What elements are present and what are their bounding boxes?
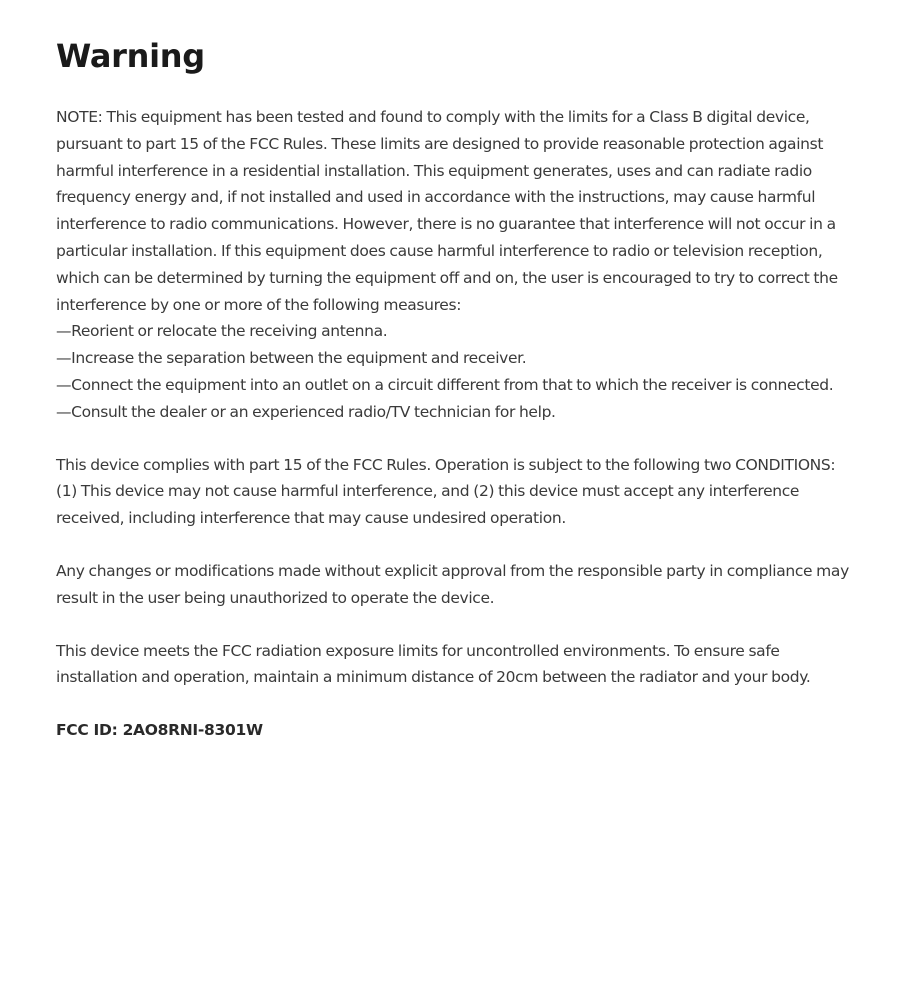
compliance-paragraph: This device complies with part 15 of the FCC Rules. Operation is subject to the following two CONDITIONS: (1) This device may not cause harmful interference, and (2) this device must accept any interference received, including interference that may cause undesired operation. bbox=[56, 455, 836, 528]
modifications-paragraph: Any changes or modifications made without explicit approval from the responsible party in compliance may result in the user being unauthorized to operate the device. bbox=[56, 561, 849, 607]
measure-item: —Consult the dealer or an experienced radio/TV technician for help. bbox=[56, 402, 556, 421]
fcc-note-intro: NOTE: This equipment has been tested and found to comply with the limits for a Class B digital device, pursuant to part 15 of the FCC Rules. These limits are designed to provide reasonable protection against harmful interference in a residential installation. This equipment generates, uses and can radiate radio frequency energy and, if not installed and used in accordance with the instructions, may cause harmful interference to radio communications. However, there is no guarantee that interference will not occur in a particular installation. If this equipment does cause harmful interference to radio or television reception, which can be determined by turning the equipment off and on, the user is encouraged to try to correct the interference by one or more of the following measures: bbox=[56, 108, 838, 314]
page-title: Warning bbox=[56, 37, 205, 75]
measure-item: —Reorient or relocate the receiving antenna. bbox=[56, 322, 388, 341]
fcc-note-paragraph bbox=[56, 104, 851, 426]
measure-item: —Increase the separation between the equipment and receiver. bbox=[56, 349, 527, 368]
fcc-id: FCC ID: 2AO8RNI-8301W bbox=[56, 721, 263, 740]
radiation-exposure-paragraph: This device meets the FCC radiation exposure limits for uncontrolled environments. To ensure safe installation and operation, maintain a minimum distance of 20cm between the radiator and your body. bbox=[56, 641, 811, 687]
measure-item: —Connect the equipment into an outlet on a circuit different from that to which the receiver is connected. bbox=[56, 375, 834, 394]
